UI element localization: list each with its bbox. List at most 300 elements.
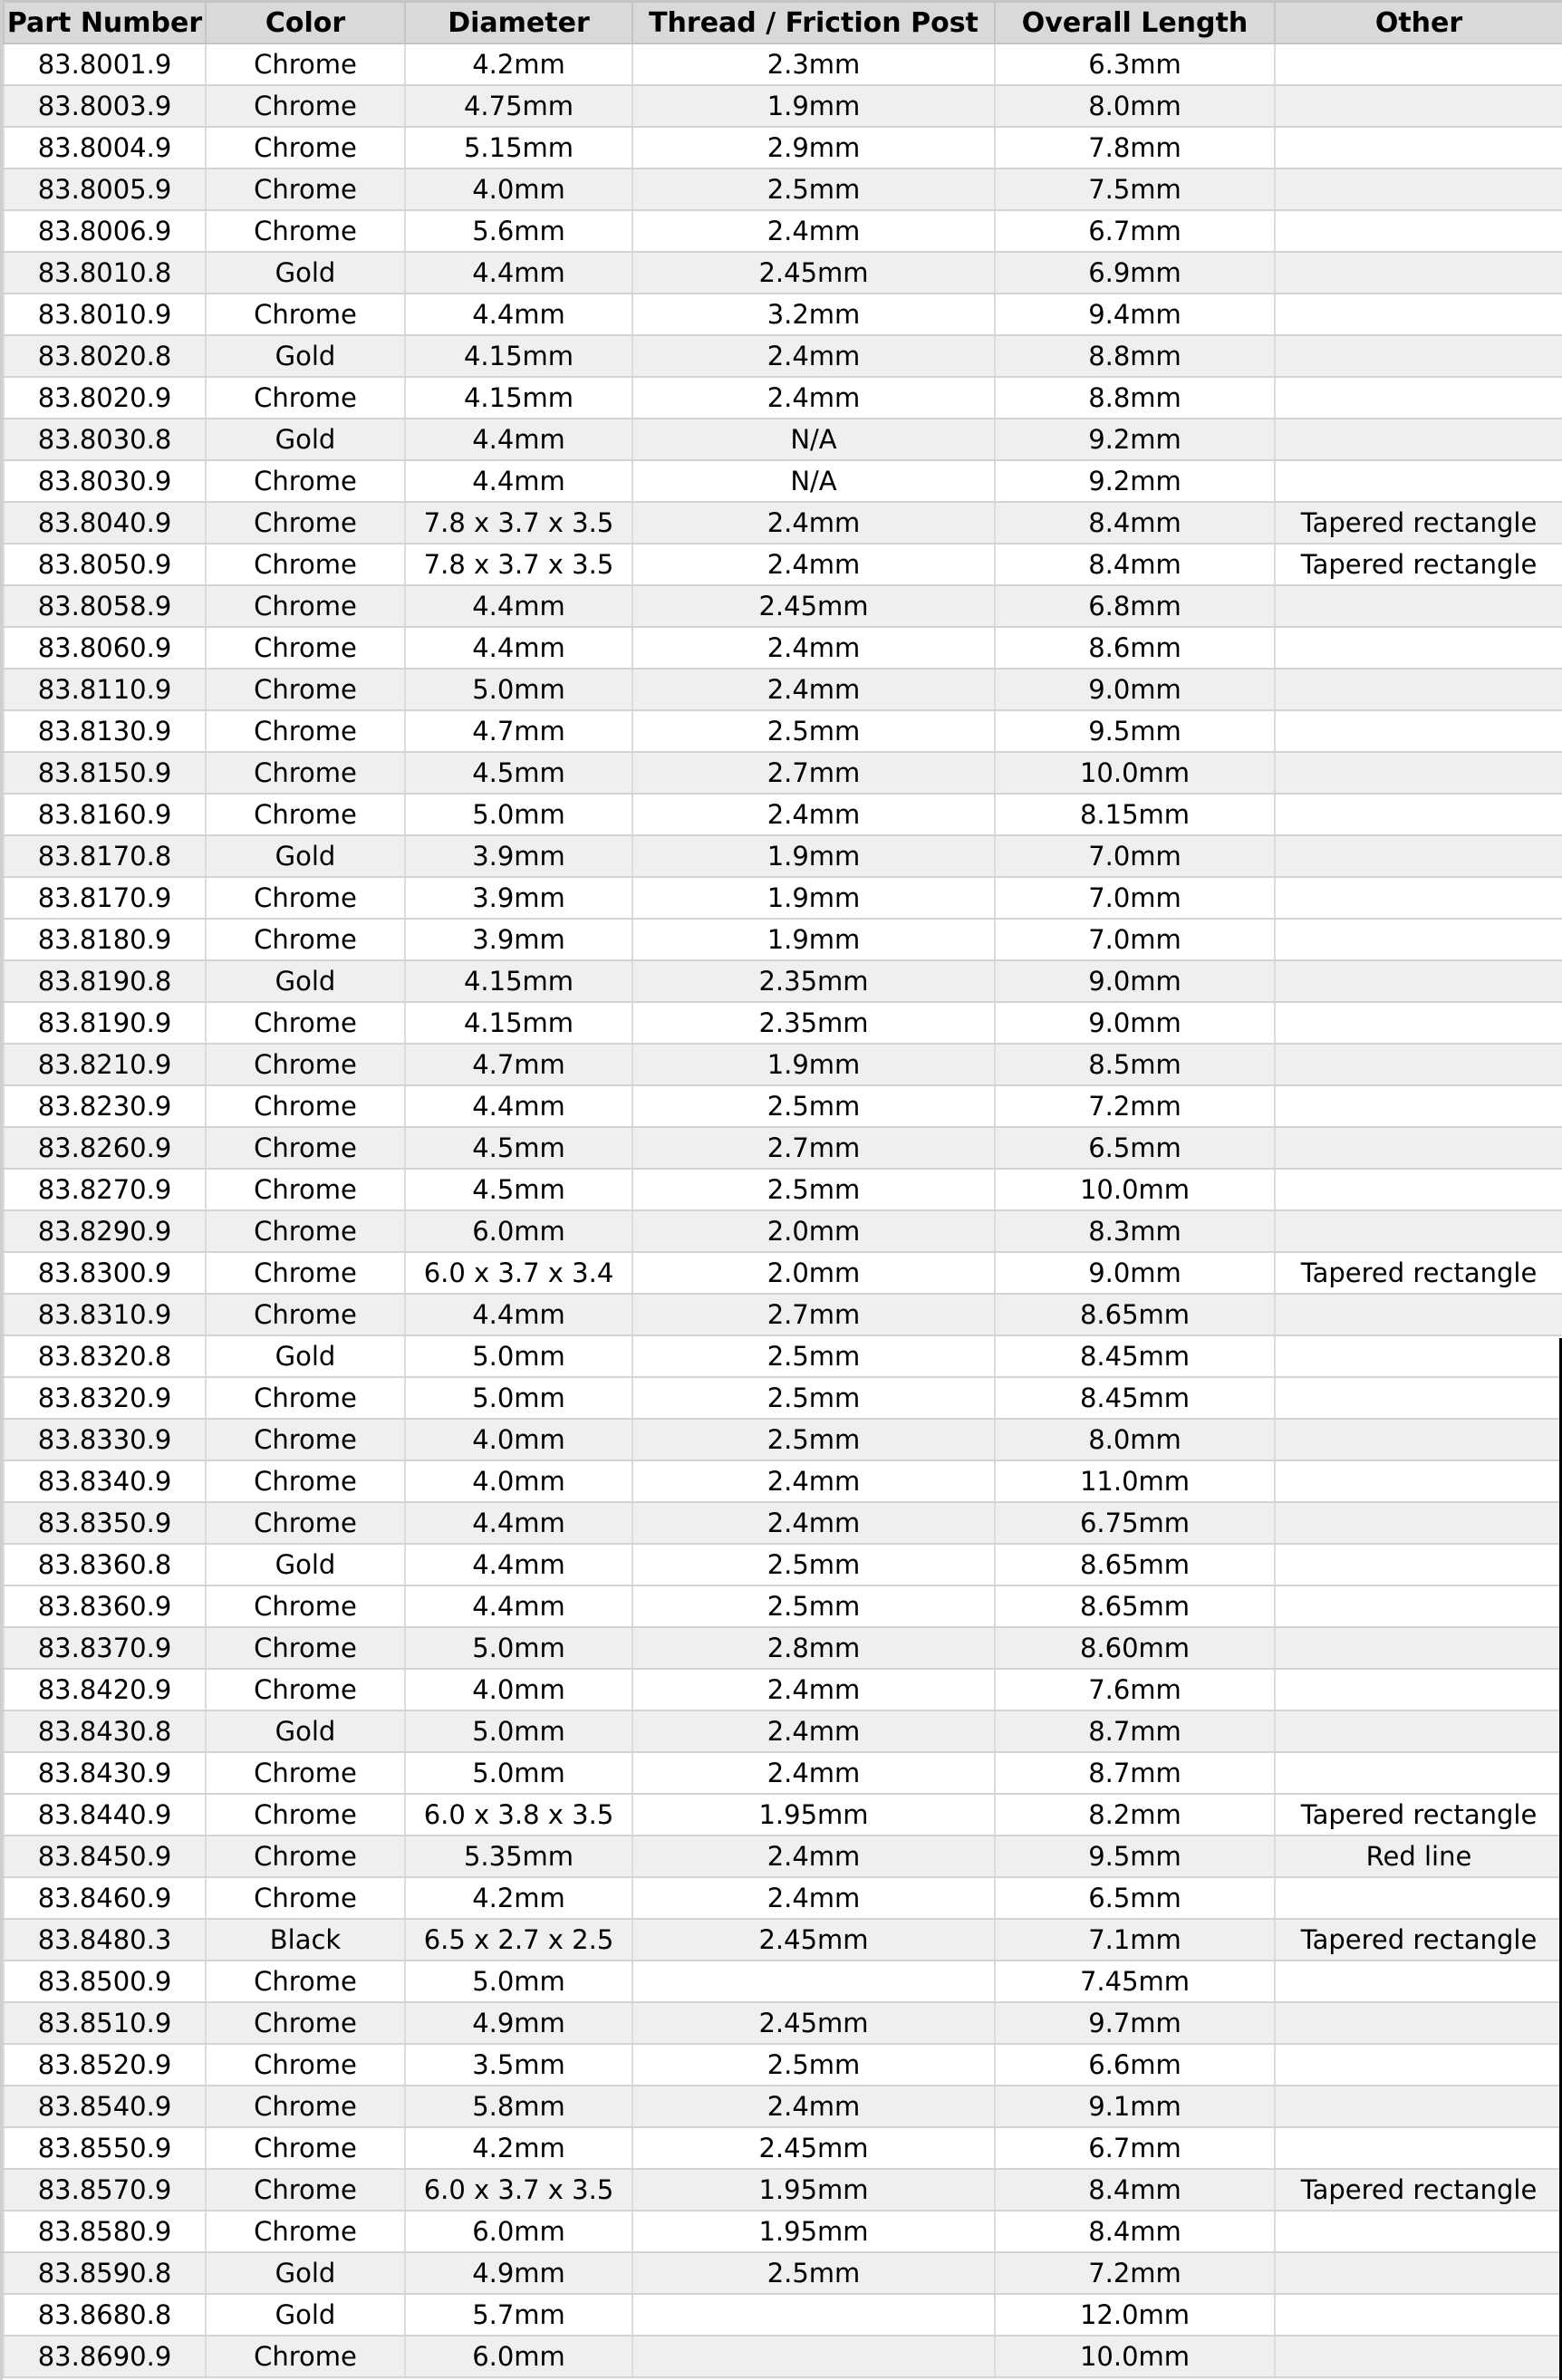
cell-other[interactable]: [1275, 1877, 1562, 1919]
cell-color[interactable]: Chrome: [206, 1294, 405, 1335]
cell-part-number[interactable]: 83.8680.8: [4, 2294, 206, 2336]
cell-diameter[interactable]: 5.0mm: [405, 1377, 632, 1419]
cell-thread-friction-post[interactable]: 2.4mm: [632, 502, 995, 544]
cell-part-number[interactable]: 83.8430.8: [4, 1710, 206, 1752]
cell-part-number[interactable]: 83.8570.9: [4, 2169, 206, 2211]
cell-part-number[interactable]: 83.8590.8: [4, 2252, 206, 2294]
cell-part-number[interactable]: 83.8040.9: [4, 502, 206, 544]
cell-other[interactable]: [1275, 1127, 1562, 1169]
cell-diameter[interactable]: 4.75mm: [405, 85, 632, 127]
cell-color[interactable]: Chrome: [206, 2127, 405, 2169]
cell-thread-friction-post[interactable]: 2.4mm: [632, 1752, 995, 1794]
cell-overall-length[interactable]: 8.0mm: [995, 1419, 1275, 1460]
cell-thread-friction-post[interactable]: 1.9mm: [632, 85, 995, 127]
cell-color[interactable]: Chrome: [206, 2336, 405, 2377]
cell-diameter[interactable]: 4.4mm: [405, 419, 632, 460]
cell-part-number[interactable]: 83.8270.9: [4, 1169, 206, 1210]
cell-part-number[interactable]: 83.8310.9: [4, 1294, 206, 1335]
cell-color[interactable]: Chrome: [206, 85, 405, 127]
cell-other[interactable]: [1275, 2044, 1562, 2086]
cell-part-number[interactable]: 83.8230.9: [4, 1085, 206, 1127]
cell-diameter[interactable]: 5.0mm: [405, 1335, 632, 1377]
cell-thread-friction-post[interactable]: N/A: [632, 460, 995, 502]
cell-other[interactable]: [1275, 1335, 1562, 1377]
cell-color[interactable]: Chrome: [206, 1752, 405, 1794]
cell-color[interactable]: Gold: [206, 2252, 405, 2294]
cell-thread-friction-post[interactable]: 2.4mm: [632, 627, 995, 669]
cell-other[interactable]: Tapered rectangle: [1275, 1919, 1562, 1961]
cell-part-number[interactable]: 83.8006.9: [4, 210, 206, 252]
cell-overall-length[interactable]: 7.2mm: [995, 2252, 1275, 2294]
cell-thread-friction-post[interactable]: 1.9mm: [632, 1044, 995, 1085]
cell-thread-friction-post[interactable]: 1.9mm: [632, 835, 995, 877]
cell-diameter[interactable]: 4.9mm: [405, 2252, 632, 2294]
cell-other[interactable]: Red line: [1275, 1836, 1562, 1877]
cell-color[interactable]: Chrome: [206, 752, 405, 794]
cell-other[interactable]: [1275, 1460, 1562, 1502]
cell-thread-friction-post[interactable]: 2.4mm: [632, 2086, 995, 2127]
cell-other[interactable]: Tapered rectangle: [1275, 2169, 1562, 2211]
cell-overall-length[interactable]: 9.0mm: [995, 1002, 1275, 1044]
cell-diameter[interactable]: 4.4mm: [405, 1085, 632, 1127]
cell-color[interactable]: Chrome: [206, 1502, 405, 1544]
cell-overall-length[interactable]: 8.65mm: [995, 1294, 1275, 1335]
cell-other[interactable]: [1275, 2002, 1562, 2044]
cell-color[interactable]: Chrome: [206, 43, 405, 85]
cell-diameter[interactable]: 6.0 x 3.7 x 3.4: [405, 1252, 632, 1294]
cell-part-number[interactable]: 83.8030.8: [4, 419, 206, 460]
cell-other[interactable]: [1275, 1377, 1562, 1419]
cell-thread-friction-post[interactable]: 1.9mm: [632, 919, 995, 960]
cell-diameter[interactable]: 4.15mm: [405, 960, 632, 1002]
cell-overall-length[interactable]: 9.0mm: [995, 1252, 1275, 1294]
cell-overall-length[interactable]: 8.4mm: [995, 544, 1275, 585]
cell-overall-length[interactable]: 9.2mm: [995, 460, 1275, 502]
cell-thread-friction-post[interactable]: 2.4mm: [632, 377, 995, 419]
cell-overall-length[interactable]: 7.1mm: [995, 1919, 1275, 1961]
cell-color[interactable]: Chrome: [206, 1085, 405, 1127]
cell-color[interactable]: Gold: [206, 252, 405, 294]
cell-other[interactable]: [1275, 1961, 1562, 2002]
cell-overall-length[interactable]: 7.2mm: [995, 1085, 1275, 1127]
cell-overall-length[interactable]: 6.8mm: [995, 585, 1275, 627]
cell-other[interactable]: Tapered rectangle: [1275, 1794, 1562, 1836]
cell-color[interactable]: Chrome: [206, 1419, 405, 1460]
cell-color[interactable]: Chrome: [206, 1836, 405, 1877]
cell-other[interactable]: [1275, 252, 1562, 294]
cell-overall-length[interactable]: 6.7mm: [995, 210, 1275, 252]
cell-thread-friction-post[interactable]: 2.5mm: [632, 1585, 995, 1627]
column-header-other[interactable]: Other: [1275, 2, 1562, 44]
cell-thread-friction-post[interactable]: N/A: [632, 419, 995, 460]
cell-part-number[interactable]: 83.8360.8: [4, 1544, 206, 1585]
cell-color[interactable]: Chrome: [206, 294, 405, 335]
cell-part-number[interactable]: 83.8480.3: [4, 1919, 206, 1961]
cell-color[interactable]: Gold: [206, 1335, 405, 1377]
cell-part-number[interactable]: 83.8130.9: [4, 710, 206, 752]
cell-color[interactable]: Gold: [206, 835, 405, 877]
cell-diameter[interactable]: 4.0mm: [405, 1419, 632, 1460]
cell-diameter[interactable]: 6.0mm: [405, 1210, 632, 1252]
cell-thread-friction-post[interactable]: 3.2mm: [632, 294, 995, 335]
cell-diameter[interactable]: 5.7mm: [405, 2294, 632, 2336]
cell-diameter[interactable]: 4.2mm: [405, 2127, 632, 2169]
cell-thread-friction-post[interactable]: 2.5mm: [632, 169, 995, 210]
cell-diameter[interactable]: 4.2mm: [405, 1877, 632, 1919]
cell-thread-friction-post[interactable]: 2.5mm: [632, 1544, 995, 1585]
cell-color[interactable]: Chrome: [206, 169, 405, 210]
cell-other[interactable]: [1275, 2294, 1562, 2336]
cell-color[interactable]: Chrome: [206, 877, 405, 919]
cell-overall-length[interactable]: 6.3mm: [995, 43, 1275, 85]
cell-other[interactable]: [1275, 1669, 1562, 1710]
cell-part-number[interactable]: 83.8050.9: [4, 544, 206, 585]
column-header-diameter[interactable]: Diameter: [405, 2, 632, 44]
cell-diameter[interactable]: 7.8 x 3.7 x 3.5: [405, 502, 632, 544]
cell-thread-friction-post[interactable]: 2.9mm: [632, 127, 995, 169]
cell-color[interactable]: Chrome: [206, 919, 405, 960]
cell-thread-friction-post[interactable]: 2.4mm: [632, 544, 995, 585]
cell-diameter[interactable]: 4.4mm: [405, 1544, 632, 1585]
cell-overall-length[interactable]: 8.65mm: [995, 1544, 1275, 1585]
cell-overall-length[interactable]: 8.15mm: [995, 794, 1275, 835]
cell-color[interactable]: Chrome: [206, 1585, 405, 1627]
cell-part-number[interactable]: 83.8430.9: [4, 1752, 206, 1794]
cell-diameter[interactable]: 6.0 x 3.7 x 3.5: [405, 2169, 632, 2211]
cell-thread-friction-post[interactable]: 2.45mm: [632, 585, 995, 627]
cell-thread-friction-post[interactable]: 2.4mm: [632, 1502, 995, 1544]
cell-thread-friction-post[interactable]: 2.5mm: [632, 1419, 995, 1460]
cell-overall-length[interactable]: 9.0mm: [995, 669, 1275, 710]
cell-part-number[interactable]: 83.8005.9: [4, 169, 206, 210]
cell-part-number[interactable]: 83.8340.9: [4, 1460, 206, 1502]
cell-diameter[interactable]: 4.4mm: [405, 1294, 632, 1335]
cell-diameter[interactable]: 5.8mm: [405, 2086, 632, 2127]
cell-diameter[interactable]: 4.15mm: [405, 335, 632, 377]
cell-diameter[interactable]: 5.0mm: [405, 1710, 632, 1752]
cell-part-number[interactable]: 83.8540.9: [4, 2086, 206, 2127]
cell-color[interactable]: Chrome: [206, 460, 405, 502]
cell-color[interactable]: Chrome: [206, 1002, 405, 1044]
cell-overall-length[interactable]: 9.4mm: [995, 294, 1275, 335]
cell-thread-friction-post[interactable]: 2.7mm: [632, 1127, 995, 1169]
cell-overall-length[interactable]: 7.8mm: [995, 127, 1275, 169]
cell-overall-length[interactable]: 6.9mm: [995, 252, 1275, 294]
cell-color[interactable]: Gold: [206, 1544, 405, 1585]
cell-part-number[interactable]: 83.8440.9: [4, 1794, 206, 1836]
cell-diameter[interactable]: 5.0mm: [405, 1752, 632, 1794]
cell-other[interactable]: [1275, 1544, 1562, 1585]
cell-diameter[interactable]: 4.4mm: [405, 460, 632, 502]
cell-other[interactable]: Tapered rectangle: [1275, 1252, 1562, 1294]
cell-color[interactable]: Chrome: [206, 794, 405, 835]
cell-overall-length[interactable]: 7.6mm: [995, 1669, 1275, 1710]
cell-diameter[interactable]: 4.5mm: [405, 1127, 632, 1169]
cell-diameter[interactable]: 4.7mm: [405, 710, 632, 752]
cell-color[interactable]: Chrome: [206, 1877, 405, 1919]
cell-part-number[interactable]: 83.8030.9: [4, 460, 206, 502]
cell-other[interactable]: [1275, 627, 1562, 669]
cell-overall-length[interactable]: 10.0mm: [995, 2336, 1275, 2377]
cell-other[interactable]: [1275, 1419, 1562, 1460]
cell-thread-friction-post[interactable]: 2.0mm: [632, 1210, 995, 1252]
cell-part-number[interactable]: 83.8150.9: [4, 752, 206, 794]
cell-color[interactable]: Chrome: [206, 585, 405, 627]
cell-part-number[interactable]: 83.8690.9: [4, 2336, 206, 2377]
cell-part-number[interactable]: 83.8190.9: [4, 1002, 206, 1044]
cell-other[interactable]: [1275, 2211, 1562, 2252]
cell-overall-length[interactable]: 6.5mm: [995, 1877, 1275, 1919]
cell-other[interactable]: [1275, 1085, 1562, 1127]
cell-overall-length[interactable]: 8.0mm: [995, 85, 1275, 127]
cell-overall-length[interactable]: 8.8mm: [995, 377, 1275, 419]
cell-diameter[interactable]: 5.0mm: [405, 669, 632, 710]
cell-diameter[interactable]: 3.9mm: [405, 919, 632, 960]
cell-thread-friction-post[interactable]: 2.45mm: [632, 2002, 995, 2044]
cell-other[interactable]: [1275, 919, 1562, 960]
cell-color[interactable]: Chrome: [206, 1127, 405, 1169]
cell-other[interactable]: [1275, 877, 1562, 919]
cell-diameter[interactable]: 3.9mm: [405, 877, 632, 919]
cell-color[interactable]: Chrome: [206, 1210, 405, 1252]
cell-part-number[interactable]: 83.8180.9: [4, 919, 206, 960]
cell-other[interactable]: [1275, 585, 1562, 627]
cell-diameter[interactable]: 5.35mm: [405, 1836, 632, 1877]
cell-part-number[interactable]: 83.8001.9: [4, 43, 206, 85]
cell-overall-length[interactable]: 10.0mm: [995, 752, 1275, 794]
cell-other[interactable]: [1275, 669, 1562, 710]
cell-thread-friction-post[interactable]: 2.4mm: [632, 1669, 995, 1710]
cell-part-number[interactable]: 83.8020.9: [4, 377, 206, 419]
cell-color[interactable]: Chrome: [206, 377, 405, 419]
cell-part-number[interactable]: 83.8060.9: [4, 627, 206, 669]
cell-thread-friction-post[interactable]: 2.4mm: [632, 669, 995, 710]
cell-part-number[interactable]: 83.8010.9: [4, 294, 206, 335]
cell-overall-length[interactable]: 9.5mm: [995, 710, 1275, 752]
cell-color[interactable]: Gold: [206, 1710, 405, 1752]
cell-other[interactable]: [1275, 794, 1562, 835]
cell-thread-friction-post[interactable]: [632, 2336, 995, 2377]
cell-part-number[interactable]: 83.8190.8: [4, 960, 206, 1002]
cell-part-number[interactable]: 83.8580.9: [4, 2211, 206, 2252]
cell-other[interactable]: [1275, 835, 1562, 877]
cell-overall-length[interactable]: 7.5mm: [995, 169, 1275, 210]
cell-color[interactable]: Chrome: [206, 502, 405, 544]
cell-other[interactable]: [1275, 1294, 1562, 1335]
cell-overall-length[interactable]: 6.6mm: [995, 2044, 1275, 2086]
cell-part-number[interactable]: 83.8320.9: [4, 1377, 206, 1419]
cell-overall-length[interactable]: 11.0mm: [995, 1460, 1275, 1502]
cell-diameter[interactable]: 4.7mm: [405, 1044, 632, 1085]
cell-thread-friction-post[interactable]: 2.4mm: [632, 1836, 995, 1877]
cell-diameter[interactable]: 4.4mm: [405, 1585, 632, 1627]
cell-other[interactable]: [1275, 460, 1562, 502]
cell-other[interactable]: [1275, 419, 1562, 460]
cell-part-number[interactable]: 83.8260.9: [4, 1127, 206, 1169]
cell-part-number[interactable]: 83.8058.9: [4, 585, 206, 627]
cell-overall-length[interactable]: 8.45mm: [995, 1335, 1275, 1377]
cell-part-number[interactable]: 83.8360.9: [4, 1585, 206, 1627]
cell-part-number[interactable]: 83.8020.8: [4, 335, 206, 377]
cell-thread-friction-post[interactable]: 2.7mm: [632, 752, 995, 794]
cell-thread-friction-post[interactable]: 2.5mm: [632, 2044, 995, 2086]
cell-diameter[interactable]: 3.9mm: [405, 835, 632, 877]
cell-other[interactable]: [1275, 960, 1562, 1002]
cell-diameter[interactable]: 4.5mm: [405, 752, 632, 794]
cell-diameter[interactable]: 4.0mm: [405, 169, 632, 210]
cell-diameter[interactable]: 4.0mm: [405, 1460, 632, 1502]
cell-other[interactable]: [1275, 127, 1562, 169]
cell-thread-friction-post[interactable]: 2.45mm: [632, 1919, 995, 1961]
cell-diameter[interactable]: 5.6mm: [405, 210, 632, 252]
cell-other[interactable]: Tapered rectangle: [1275, 544, 1562, 585]
cell-overall-length[interactable]: 9.0mm: [995, 960, 1275, 1002]
cell-part-number[interactable]: 83.8110.9: [4, 669, 206, 710]
cell-thread-friction-post[interactable]: 2.4mm: [632, 335, 995, 377]
cell-color[interactable]: Chrome: [206, 1669, 405, 1710]
cell-diameter[interactable]: 6.0mm: [405, 2211, 632, 2252]
cell-diameter[interactable]: 4.4mm: [405, 585, 632, 627]
cell-thread-friction-post[interactable]: 2.35mm: [632, 1002, 995, 1044]
cell-color[interactable]: Chrome: [206, 2086, 405, 2127]
cell-part-number[interactable]: 83.8460.9: [4, 1877, 206, 1919]
cell-other[interactable]: [1275, 1502, 1562, 1544]
cell-part-number[interactable]: 83.8300.9: [4, 1252, 206, 1294]
cell-diameter[interactable]: 7.8 x 3.7 x 3.5: [405, 544, 632, 585]
cell-color[interactable]: Chrome: [206, 1627, 405, 1669]
cell-thread-friction-post[interactable]: 2.5mm: [632, 2252, 995, 2294]
cell-thread-friction-post[interactable]: 2.5mm: [632, 1085, 995, 1127]
cell-part-number[interactable]: 83.8370.9: [4, 1627, 206, 1669]
cell-other[interactable]: [1275, 1752, 1562, 1794]
cell-thread-friction-post[interactable]: 2.5mm: [632, 1335, 995, 1377]
cell-color[interactable]: Chrome: [206, 710, 405, 752]
cell-diameter[interactable]: 4.4mm: [405, 294, 632, 335]
cell-part-number[interactable]: 83.8320.8: [4, 1335, 206, 1377]
cell-overall-length[interactable]: 6.75mm: [995, 1502, 1275, 1544]
cell-color[interactable]: Chrome: [206, 1794, 405, 1836]
cell-diameter[interactable]: 3.5mm: [405, 2044, 632, 2086]
cell-part-number[interactable]: 83.8290.9: [4, 1210, 206, 1252]
cell-thread-friction-post[interactable]: 1.95mm: [632, 1794, 995, 1836]
cell-other[interactable]: [1275, 1210, 1562, 1252]
cell-diameter[interactable]: 5.0mm: [405, 794, 632, 835]
cell-diameter[interactable]: 4.15mm: [405, 377, 632, 419]
cell-thread-friction-post[interactable]: [632, 1961, 995, 2002]
cell-other[interactable]: Tapered rectangle: [1275, 502, 1562, 544]
cell-part-number[interactable]: 83.8170.8: [4, 835, 206, 877]
cell-overall-length[interactable]: 9.2mm: [995, 419, 1275, 460]
cell-other[interactable]: [1275, 1169, 1562, 1210]
cell-color[interactable]: Gold: [206, 960, 405, 1002]
cell-color[interactable]: Chrome: [206, 2211, 405, 2252]
cell-diameter[interactable]: 4.15mm: [405, 1002, 632, 1044]
cell-other[interactable]: [1275, 2127, 1562, 2169]
cell-part-number[interactable]: 83.8010.8: [4, 252, 206, 294]
cell-diameter[interactable]: 6.0 x 3.8 x 3.5: [405, 1794, 632, 1836]
cell-diameter[interactable]: 6.5 x 2.7 x 2.5: [405, 1919, 632, 1961]
cell-part-number[interactable]: 83.8520.9: [4, 2044, 206, 2086]
cell-color[interactable]: Chrome: [206, 2044, 405, 2086]
cell-color[interactable]: Black: [206, 1919, 405, 1961]
cell-thread-friction-post[interactable]: [632, 2294, 995, 2336]
cell-thread-friction-post[interactable]: 2.4mm: [632, 1710, 995, 1752]
cell-part-number[interactable]: 83.8510.9: [4, 2002, 206, 2044]
column-header-thread-friction-post[interactable]: Thread / Friction Post: [632, 2, 995, 44]
cell-color[interactable]: Chrome: [206, 1044, 405, 1085]
cell-other[interactable]: [1275, 43, 1562, 85]
cell-diameter[interactable]: 4.2mm: [405, 43, 632, 85]
cell-overall-length[interactable]: 8.4mm: [995, 502, 1275, 544]
cell-part-number[interactable]: 83.8330.9: [4, 1419, 206, 1460]
cell-other[interactable]: [1275, 710, 1562, 752]
cell-overall-length[interactable]: 8.45mm: [995, 1377, 1275, 1419]
cell-other[interactable]: [1275, 2252, 1562, 2294]
cell-overall-length[interactable]: 7.0mm: [995, 877, 1275, 919]
cell-part-number[interactable]: 83.8420.9: [4, 1669, 206, 1710]
cell-color[interactable]: Chrome: [206, 1169, 405, 1210]
cell-other[interactable]: [1275, 85, 1562, 127]
column-header-overall-length[interactable]: Overall Length: [995, 2, 1275, 44]
cell-thread-friction-post[interactable]: 2.8mm: [632, 1627, 995, 1669]
cell-color[interactable]: Chrome: [206, 1377, 405, 1419]
column-header-part-number[interactable]: Part Number: [4, 2, 206, 44]
cell-diameter[interactable]: 4.4mm: [405, 252, 632, 294]
cell-part-number[interactable]: 83.8170.9: [4, 877, 206, 919]
cell-other[interactable]: [1275, 294, 1562, 335]
cell-overall-length[interactable]: 8.2mm: [995, 1794, 1275, 1836]
cell-thread-friction-post[interactable]: 2.0mm: [632, 1252, 995, 1294]
cell-color[interactable]: Gold: [206, 419, 405, 460]
cell-overall-length[interactable]: 8.4mm: [995, 2211, 1275, 2252]
cell-thread-friction-post[interactable]: 2.3mm: [632, 43, 995, 85]
cell-part-number[interactable]: 83.8450.9: [4, 1836, 206, 1877]
cell-overall-length[interactable]: 8.5mm: [995, 1044, 1275, 1085]
cell-other[interactable]: [1275, 752, 1562, 794]
cell-other[interactable]: [1275, 169, 1562, 210]
cell-overall-length[interactable]: 9.7mm: [995, 2002, 1275, 2044]
cell-thread-friction-post[interactable]: 2.4mm: [632, 794, 995, 835]
cell-overall-length[interactable]: 7.45mm: [995, 1961, 1275, 2002]
cell-diameter[interactable]: 5.15mm: [405, 127, 632, 169]
cell-thread-friction-post[interactable]: 2.4mm: [632, 1877, 995, 1919]
cell-color[interactable]: Chrome: [206, 2169, 405, 2211]
cell-color[interactable]: Chrome: [206, 127, 405, 169]
cell-overall-length[interactable]: 9.5mm: [995, 1836, 1275, 1877]
cell-thread-friction-post[interactable]: 2.5mm: [632, 710, 995, 752]
cell-part-number[interactable]: 83.8004.9: [4, 127, 206, 169]
cell-thread-friction-post[interactable]: 1.95mm: [632, 2169, 995, 2211]
cell-other[interactable]: [1275, 377, 1562, 419]
cell-other[interactable]: [1275, 1585, 1562, 1627]
cell-diameter[interactable]: 6.0mm: [405, 2336, 632, 2377]
cell-color[interactable]: Chrome: [206, 669, 405, 710]
cell-thread-friction-post[interactable]: 2.5mm: [632, 1377, 995, 1419]
cell-thread-friction-post[interactable]: 2.45mm: [632, 2127, 995, 2169]
cell-overall-length[interactable]: 10.0mm: [995, 1169, 1275, 1210]
cell-thread-friction-post[interactable]: 1.95mm: [632, 2211, 995, 2252]
cell-overall-length[interactable]: 8.60mm: [995, 1627, 1275, 1669]
cell-diameter[interactable]: 4.0mm: [405, 1669, 632, 1710]
cell-overall-length[interactable]: 8.8mm: [995, 335, 1275, 377]
cell-diameter[interactable]: 5.0mm: [405, 1961, 632, 2002]
cell-color[interactable]: Chrome: [206, 544, 405, 585]
cell-other[interactable]: [1275, 1710, 1562, 1752]
cell-diameter[interactable]: 4.4mm: [405, 627, 632, 669]
cell-color[interactable]: Gold: [206, 335, 405, 377]
cell-overall-length[interactable]: 8.7mm: [995, 1710, 1275, 1752]
cell-color[interactable]: Chrome: [206, 1252, 405, 1294]
